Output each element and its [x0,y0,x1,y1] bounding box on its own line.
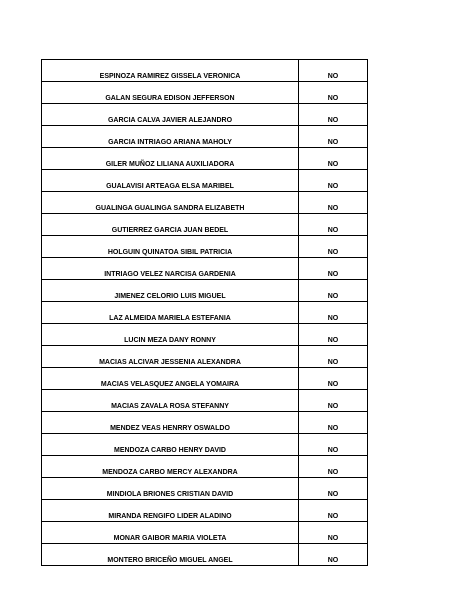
name-cell: MENDEZ VEAS HENRRY OSWALDO [42,412,299,434]
table-row [42,456,368,478]
status-cell: NO [299,390,368,412]
status-cell: NO [299,544,368,566]
name-cell: MINDIOLA BRIONES CRISTIAN DAVID [42,478,299,500]
name-cell: MENDOZA CARBO HENRY DAVID [42,434,299,456]
status-cell: NO [299,258,368,280]
table-row [42,82,368,104]
status-cell: NO [299,214,368,236]
status-cell: NO [299,522,368,544]
name-cell: MONAR GAIBOR MARIA VIOLETA [42,522,299,544]
status-cell: NO [299,346,368,368]
table-row [42,104,368,126]
name-cell: GARCIA INTRIAGO ARIANA MAHOLY [42,126,299,148]
status-cell: NO [299,192,368,214]
status-cell: NO [299,368,368,390]
status-cell: NO [299,82,368,104]
table-row [42,478,368,500]
table-row [42,258,368,280]
table-row [42,390,368,412]
name-cell: MACIAS VELASQUEZ ANGELA YOMAIRA [42,368,299,390]
table-row [42,170,368,192]
roster-table [41,59,368,566]
name-cell: INTRIAGO VELEZ NARCISA GARDENIA [42,258,299,280]
status-cell: NO [299,236,368,258]
table-row [42,544,368,566]
table-row [42,126,368,148]
name-cell: MIRANDA RENGIFO LIDER ALADINO [42,500,299,522]
table-row [42,192,368,214]
table-row [42,412,368,434]
status-cell: NO [299,434,368,456]
status-cell: NO [299,126,368,148]
status-cell: NO [299,456,368,478]
table-row [42,434,368,456]
table-row [42,346,368,368]
table-row [42,522,368,544]
table-row [42,148,368,170]
roster-table-body [42,60,368,566]
table-row [42,214,368,236]
name-cell: GUALAVISI ARTEAGA ELSA MARIBEL [42,170,299,192]
status-cell: NO [299,104,368,126]
table-row [42,236,368,258]
status-cell: NO [299,148,368,170]
table-row [42,302,368,324]
table-row [42,60,368,82]
status-cell: NO [299,412,368,434]
name-cell: GALAN SEGURA EDISON JEFFERSON [42,82,299,104]
name-cell: MONTERO BRICEÑO MIGUEL ANGEL [42,544,299,566]
name-cell: LUCIN MEZA DANY RONNY [42,324,299,346]
name-cell: GUTIERREZ GARCIA JUAN BEDEL [42,214,299,236]
status-cell: NO [299,500,368,522]
status-cell: NO [299,324,368,346]
table-row [42,368,368,390]
table-row [42,280,368,302]
name-cell: GILER MUÑOZ LILIANA AUXILIADORA [42,148,299,170]
name-cell: ESPINOZA RAMIREZ GISSELA VERONICA [42,60,299,82]
name-cell: LAZ ALMEIDA MARIELA ESTEFANIA [42,302,299,324]
table-row [42,500,368,522]
status-cell: NO [299,302,368,324]
name-cell: HOLGUIN QUINATOA SIBIL PATRICIA [42,236,299,258]
table-row [42,324,368,346]
name-cell: GUALINGA GUALINGA SANDRA ELIZABETH [42,192,299,214]
name-cell: MACIAS ZAVALA ROSA STEFANNY [42,390,299,412]
name-cell: GARCIA CALVA JAVIER ALEJANDRO [42,104,299,126]
status-cell: NO [299,478,368,500]
name-cell: MACIAS ALCIVAR JESSENIA ALEXANDRA [42,346,299,368]
name-cell: JIMENEZ CELORIO LUIS MIGUEL [42,280,299,302]
name-cell: MENDOZA CARBO MERCY ALEXANDRA [42,456,299,478]
status-cell: NO [299,60,368,82]
status-cell: NO [299,280,368,302]
status-cell: NO [299,170,368,192]
